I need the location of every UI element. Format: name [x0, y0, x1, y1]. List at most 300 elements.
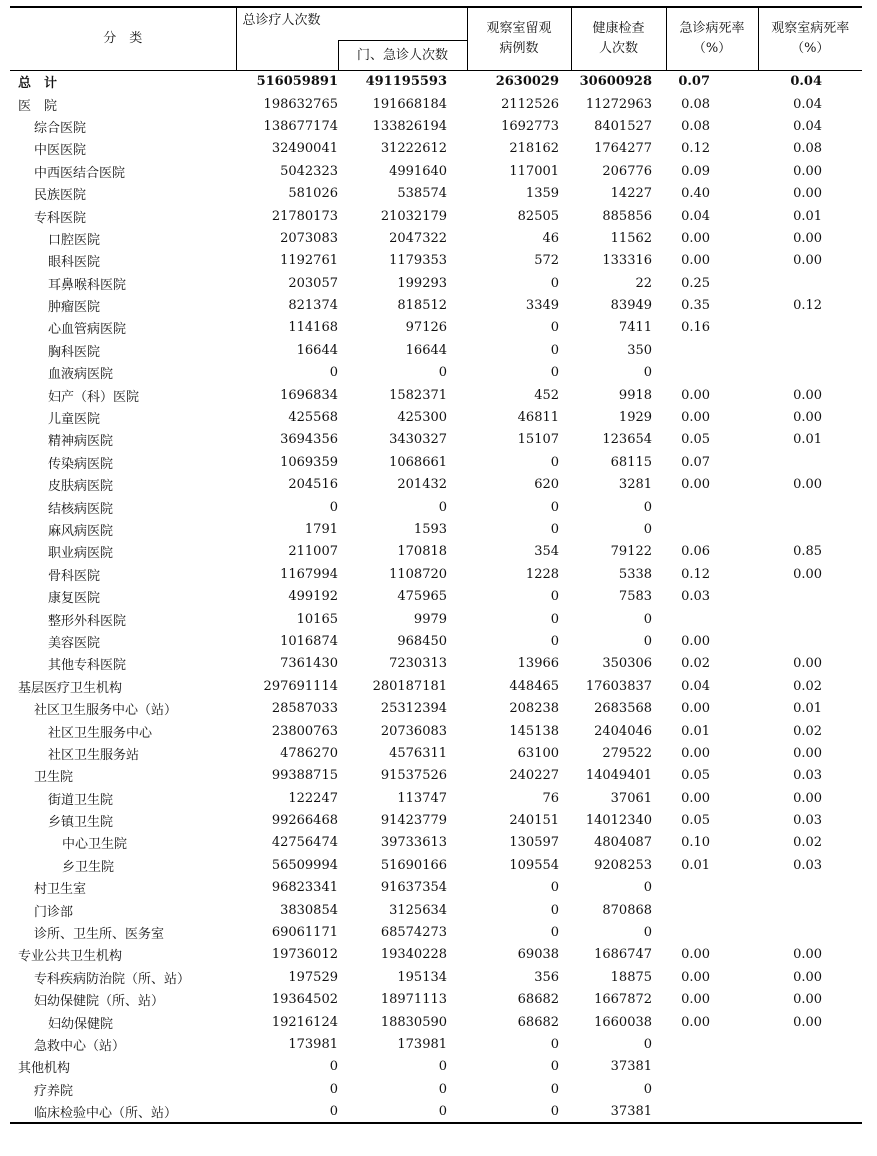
cell-observation-cases: 0	[550, 633, 560, 649]
cell-health-checks: 37061	[610, 790, 653, 806]
cell-observation-death-rate	[758, 921, 862, 943]
cell-health-checks: 83949	[610, 298, 653, 314]
row-label: 传染病医院	[48, 456, 114, 472]
cell-observation-cases: 0	[467, 1100, 571, 1122]
cell-observation-death-rate: 0.00	[793, 969, 823, 985]
cell-total-visits: 297691114	[263, 678, 338, 694]
cell-emergency-death-rate: 0.00	[681, 1014, 711, 1030]
cell-outpatient-visits: 4576311	[389, 745, 448, 761]
cell-observation-cases: 0	[550, 522, 560, 537]
table-row	[10, 362, 862, 384]
cell-emergency-death-rate: 0.00	[681, 230, 711, 246]
cell-total-visits: 138677174	[263, 118, 338, 134]
table-row	[10, 294, 862, 316]
cell-observation-cases: 208238	[509, 701, 560, 717]
cell-observation-cases: 68682	[517, 1014, 560, 1030]
cell-outpatient-visits: 199293	[397, 275, 448, 291]
cell-outpatient-visits: 1108720	[389, 566, 448, 582]
cell-outpatient-visits: 191668184	[372, 96, 448, 112]
cell-emergency-death-rate: 0.05	[681, 768, 711, 784]
cell-outpatient-visits: 173981	[397, 1036, 448, 1052]
cell-observation-death-rate	[758, 899, 862, 921]
cell-outpatient-visits: 18830590	[380, 1014, 448, 1030]
cell-total-visits: 16644	[296, 342, 338, 358]
cell-observation-cases: 448465	[509, 678, 560, 694]
table-row	[10, 653, 862, 675]
cell-observation-cases: 68682	[517, 992, 560, 1008]
table-row	[10, 250, 862, 272]
cell-total-visits: 0	[329, 499, 338, 515]
row-label: 急救中心（站）	[34, 1038, 126, 1054]
cell-outpatient-visits: 9979	[413, 611, 448, 627]
cell-total-visits: 173981	[288, 1036, 338, 1052]
cell-observation-death-rate: 0.00	[793, 656, 823, 672]
row-label: 其他机构	[18, 1061, 71, 1077]
cell-total-visits: 1069359	[280, 454, 338, 470]
cell-observation-death-rate: 0.01	[793, 701, 823, 717]
cell-total-visits: 1016874	[280, 633, 338, 649]
cell-total-visits: 581026	[288, 186, 338, 202]
cell-health-checks: 4804087	[594, 835, 653, 851]
cell-total-visits: 0	[236, 1100, 338, 1122]
cell-health-checks: 37381	[571, 1100, 666, 1122]
cell-health-checks: 9208253	[594, 857, 653, 873]
cell-emergency-death-rate	[666, 1033, 758, 1055]
cell-emergency-death-rate: 0.01	[681, 723, 711, 739]
cell-outpatient-visits: 3125634	[389, 902, 448, 918]
table-row	[10, 518, 862, 540]
cell-emergency-death-rate: 0.12	[681, 566, 711, 582]
cell-observation-death-rate: 0.03	[793, 768, 823, 784]
cell-observation-cases: 69038	[517, 947, 560, 963]
cell-total-visits: 7361430	[280, 656, 338, 672]
table-row	[10, 787, 862, 809]
cell-observation-death-rate	[758, 272, 862, 294]
cell-observation-cases: 0	[550, 880, 560, 896]
cell-observation-cases: 218162	[509, 141, 560, 157]
cell-total-visits: 1696834	[280, 387, 338, 403]
cell-health-checks: 350	[627, 342, 653, 358]
row-label: 耳鼻喉科医院	[48, 277, 127, 293]
row-label: 麻风病医院	[48, 524, 114, 539]
cell-outpatient-visits: 0	[438, 365, 448, 381]
table-row	[10, 832, 862, 854]
table-row	[10, 899, 862, 921]
cell-emergency-death-rate: 0.07	[678, 74, 711, 90]
table-row	[10, 877, 862, 899]
row-label: 专科医院	[34, 210, 87, 226]
cell-health-checks: 2683568	[594, 701, 653, 717]
row-label: 中心卫生院	[62, 837, 128, 853]
cell-outpatient-visits: 201432	[397, 477, 448, 493]
row-label: 乡镇卫生院	[48, 815, 114, 831]
cell-observation-death-rate: 0.04	[793, 96, 823, 112]
cell-observation-death-rate	[758, 585, 862, 607]
cell-observation-cases: 15107	[517, 432, 560, 448]
cell-health-checks: 79122	[610, 544, 653, 560]
cell-observation-death-rate	[758, 608, 862, 630]
row-label: 美容医院	[48, 635, 101, 651]
cell-health-checks: 870868	[602, 902, 653, 918]
cell-outpatient-visits: 968450	[397, 633, 448, 649]
cell-total-visits: 4786270	[280, 745, 338, 761]
cell-total-visits: 204516	[288, 477, 338, 493]
cell-emergency-death-rate: 0.00	[681, 410, 711, 426]
cell-outpatient-visits: 0	[338, 1100, 467, 1122]
cell-health-checks: 8401527	[594, 118, 653, 134]
cell-outpatient-visits: 18971113	[380, 992, 448, 1008]
cell-outpatient-visits: 425300	[397, 410, 448, 426]
table-row	[10, 765, 862, 787]
cell-emergency-death-rate: 0.16	[681, 320, 711, 336]
cell-outpatient-visits: 280187181	[372, 678, 448, 694]
cell-outpatient-visits: 97126	[405, 320, 448, 336]
cell-outpatient-visits: 1179353	[389, 253, 448, 269]
cell-observation-cases: 13966	[517, 656, 560, 672]
cell-outpatient-visits: 491195593	[365, 74, 448, 90]
table-row	[10, 227, 862, 249]
row-label: 精神病医院	[48, 434, 114, 450]
cell-observation-death-rate: 0.01	[793, 208, 823, 224]
cell-total-visits: 198632765	[263, 96, 338, 112]
cell-outpatient-visits: 113747	[397, 790, 448, 806]
header-observation-death-rate: 观察室病死率 （%）	[758, 7, 862, 71]
cell-observation-cases: 46811	[517, 410, 560, 426]
cell-observation-cases: 2112526	[501, 96, 560, 112]
cell-health-checks: 885856	[602, 208, 653, 224]
cell-observation-cases: 240151	[509, 813, 560, 829]
cell-total-visits: 23800763	[271, 723, 338, 739]
cell-observation-death-rate	[758, 1033, 862, 1055]
table-row	[10, 944, 862, 966]
cell-observation-cases: 572	[534, 253, 560, 269]
row-label: 临床检验中心（所、站）	[10, 1100, 236, 1122]
cell-health-checks: 133316	[602, 253, 653, 269]
cell-observation-cases: 109554	[509, 857, 560, 873]
cell-observation-cases: 0	[550, 275, 560, 291]
cell-emergency-death-rate: 0.00	[681, 253, 711, 269]
table-row	[10, 384, 862, 406]
cell-health-checks: 1667872	[594, 992, 653, 1008]
cell-health-checks: 0	[643, 611, 653, 627]
cell-observation-death-rate: 0.01	[793, 432, 823, 448]
cell-observation-cases: 46	[542, 230, 560, 246]
row-label: 综合医院	[34, 120, 87, 136]
row-label: 专业公共卫生机构	[18, 949, 123, 965]
table-row	[10, 474, 862, 496]
cell-emergency-death-rate: 0.00	[681, 477, 711, 493]
cell-total-visits: 2073083	[280, 230, 338, 246]
table-row	[10, 1011, 862, 1033]
table-header	[10, 7, 862, 71]
cell-total-visits: 21780173	[271, 208, 338, 224]
cell-observation-death-rate: 0.00	[793, 230, 823, 246]
cell-total-visits: 69061171	[271, 925, 338, 941]
cell-health-checks: 14049401	[585, 768, 653, 784]
row-label: 妇幼保健院	[48, 1016, 114, 1032]
cell-observation-cases: 0	[550, 925, 560, 941]
cell-health-checks: 279522	[602, 745, 653, 761]
cell-observation-death-rate: 0.00	[793, 566, 823, 582]
row-label: 结核病医院	[48, 501, 114, 517]
cell-health-checks: 37381	[610, 1059, 653, 1075]
cell-observation-cases: 3349	[525, 298, 560, 314]
cell-observation-death-rate: 0.00	[793, 410, 823, 426]
cell-observation-cases: 145138	[509, 723, 560, 739]
cell-observation-cases: 0	[550, 454, 560, 470]
cell-observation-death-rate	[758, 630, 862, 652]
row-label: 疗养院	[34, 1083, 74, 1099]
cell-outpatient-visits: 0	[438, 1059, 448, 1075]
cell-health-checks: 22	[635, 275, 653, 291]
cell-total-visits: 1167994	[280, 566, 338, 582]
row-label: 皮肤病医院	[48, 479, 114, 495]
cell-outpatient-visits: 19340228	[380, 947, 448, 963]
cell-observation-cases: 0	[550, 902, 560, 918]
statistics-table	[10, 6, 862, 1124]
table-row	[10, 115, 862, 137]
cell-emergency-death-rate: 0.08	[681, 118, 711, 134]
cell-observation-cases: 0	[550, 1081, 560, 1097]
row-label: 卫生院	[34, 770, 74, 786]
row-label: 职业病医院	[48, 546, 114, 562]
table-row	[10, 71, 862, 93]
row-label: 中医医院	[34, 143, 87, 159]
cell-total-visits: 516059891	[256, 74, 338, 90]
row-label: 乡卫生院	[62, 859, 115, 875]
cell-observation-cases: 63100	[517, 745, 560, 761]
row-label: 村卫生室	[34, 882, 87, 898]
cell-observation-cases: 2630029	[495, 74, 560, 90]
cell-emergency-death-rate: 0.25	[681, 275, 711, 291]
cell-observation-cases: 452	[534, 387, 560, 403]
cell-total-visits: 0	[329, 365, 338, 381]
cell-outpatient-visits: 16644	[405, 342, 448, 358]
row-label: 妇幼保健院（所、站）	[34, 994, 165, 1010]
cell-emergency-death-rate	[666, 1078, 758, 1100]
cell-outpatient-visits: 170818	[397, 544, 448, 560]
cell-emergency-death-rate: 0.07	[681, 454, 711, 470]
cell-emergency-death-rate	[666, 921, 758, 943]
cell-total-visits: 19364502	[271, 992, 338, 1008]
cell-emergency-death-rate: 0.00	[681, 387, 711, 403]
cell-observation-death-rate	[758, 1100, 862, 1122]
table-row	[10, 317, 862, 339]
cell-health-checks: 123654	[602, 432, 653, 448]
row-label: 口腔医院	[48, 232, 101, 248]
cell-emergency-death-rate: 0.00	[681, 745, 711, 761]
cell-total-visits: 99266468	[271, 813, 338, 829]
cell-health-checks: 0	[643, 1036, 653, 1052]
header-spacer	[236, 41, 338, 71]
row-label: 社区卫生服务中心	[48, 725, 153, 741]
table-row	[10, 93, 862, 115]
cell-total-visits: 19736012	[271, 947, 338, 963]
cell-observation-death-rate	[758, 339, 862, 361]
cell-outpatient-visits: 1582371	[389, 387, 448, 403]
table-row	[10, 138, 862, 160]
table-row	[10, 272, 862, 294]
table-row	[10, 563, 862, 585]
cell-total-visits: 99388715	[271, 768, 338, 784]
cell-emergency-death-rate: 0.09	[681, 163, 711, 179]
table-row	[10, 1100, 862, 1122]
cell-observation-cases: 0	[550, 1036, 560, 1052]
cell-observation-death-rate: 0.02	[793, 835, 823, 851]
row-label: 专科疾病防治院（所、站）	[34, 971, 191, 987]
cell-health-checks: 0	[643, 1081, 653, 1097]
cell-observation-death-rate: 0.02	[793, 678, 823, 694]
cell-health-checks: 2404046	[594, 723, 653, 739]
cell-outpatient-visits: 7230313	[389, 656, 448, 672]
cell-observation-death-rate: 0.00	[793, 477, 823, 493]
cell-observation-cases: 354	[534, 544, 560, 560]
table-row	[10, 160, 862, 182]
cell-observation-cases: 1228	[525, 566, 560, 582]
cell-outpatient-visits: 0	[438, 499, 448, 515]
cell-observation-cases: 0	[550, 342, 560, 358]
cell-health-checks: 30600928	[579, 74, 653, 90]
cell-emergency-death-rate	[666, 496, 758, 518]
row-label: 总 计	[18, 76, 58, 92]
cell-outpatient-visits: 818512	[397, 298, 448, 314]
cell-observation-death-rate: 0.04	[793, 118, 823, 134]
cell-observation-death-rate	[758, 496, 862, 518]
cell-outpatient-visits: 39733613	[380, 835, 448, 851]
cell-emergency-death-rate	[666, 518, 758, 540]
row-label: 诊所、卫生所、医务室	[34, 927, 165, 943]
cell-outpatient-visits: 91423779	[380, 813, 448, 829]
table-row	[10, 451, 862, 473]
cell-total-visits: 821374	[288, 298, 338, 314]
cell-observation-cases: 356	[534, 969, 560, 985]
header-total-visits: 总诊疗人次数	[236, 7, 467, 41]
cell-observation-death-rate: 0.00	[793, 387, 823, 403]
cell-health-checks: 7583	[618, 589, 653, 605]
cell-outpatient-visits: 0	[438, 1081, 448, 1097]
cell-emergency-death-rate: 0.04	[681, 208, 711, 224]
cell-total-visits: 5042323	[280, 163, 338, 179]
cell-observation-death-rate: 0.00	[793, 163, 823, 179]
header-health-checks: 健康检查 人次数	[571, 7, 666, 71]
row-label: 肿瘤医院	[48, 300, 101, 316]
row-label: 社区卫生服务中心（站）	[34, 703, 178, 719]
cell-outpatient-visits: 3430327	[389, 432, 448, 448]
cell-outpatient-visits: 21032179	[380, 208, 448, 224]
cell-outpatient-visits: 31222612	[380, 141, 448, 157]
cell-observation-death-rate	[758, 317, 862, 339]
cell-outpatient-visits: 20736083	[380, 723, 448, 739]
table-row	[10, 182, 862, 204]
cell-total-visits: 3830854	[280, 902, 338, 918]
cell-outpatient-visits: 91637354	[380, 880, 448, 896]
cell-total-visits: 96823341	[271, 880, 338, 896]
cell-total-visits: 1192761	[280, 253, 338, 269]
row-label: 胸科医院	[48, 344, 101, 360]
cell-health-checks: 0	[643, 365, 653, 381]
cell-total-visits: 203057	[288, 275, 338, 291]
cell-observation-death-rate	[758, 1056, 862, 1078]
cell-health-checks: 3281	[618, 477, 653, 493]
cell-outpatient-visits: 475965	[397, 589, 448, 605]
cell-emergency-death-rate: 0.00	[681, 969, 711, 985]
cell-outpatient-visits: 51690166	[380, 857, 448, 873]
cell-observation-cases: 240227	[509, 768, 560, 784]
cell-emergency-death-rate	[666, 608, 758, 630]
header-observation-cases: 观察室留观 病例数	[467, 7, 571, 71]
cell-observation-cases: 130597	[509, 835, 560, 851]
table-row	[10, 496, 862, 518]
cell-outpatient-visits: 68574273	[380, 925, 448, 941]
table-row	[10, 720, 862, 742]
cell-observation-death-rate	[758, 518, 862, 540]
cell-total-visits: 3694356	[280, 432, 338, 448]
cell-total-visits: 42756474	[271, 835, 338, 851]
cell-observation-death-rate: 0.00	[793, 947, 823, 963]
cell-total-visits: 28587033	[271, 701, 338, 717]
cell-observation-death-rate	[758, 1078, 862, 1100]
header-emergency-death-rate: 急诊病死率 （%）	[666, 7, 758, 71]
cell-outpatient-visits: 133826194	[372, 118, 448, 134]
table-row	[10, 675, 862, 697]
cell-total-visits: 0	[329, 1081, 338, 1097]
cell-observation-death-rate: 0.85	[793, 544, 823, 560]
cell-outpatient-visits: 538574	[397, 186, 448, 202]
cell-observation-cases: 0	[550, 589, 560, 605]
cell-observation-death-rate: 0.08	[793, 141, 823, 157]
cell-outpatient-visits: 2047322	[389, 230, 448, 246]
row-label: 中西医结合医院	[34, 165, 126, 181]
cell-emergency-death-rate: 0.02	[681, 656, 711, 672]
cell-emergency-death-rate	[666, 362, 758, 384]
cell-outpatient-visits: 91537526	[380, 768, 448, 784]
cell-observation-death-rate: 0.00	[793, 253, 823, 269]
cell-emergency-death-rate: 0.03	[681, 589, 711, 605]
cell-observation-cases: 0	[550, 365, 560, 381]
row-label: 基层医疗卫生机构	[18, 680, 123, 696]
cell-total-visits: 499192	[288, 589, 338, 605]
row-label: 门诊部	[34, 904, 74, 920]
row-label: 骨科医院	[48, 568, 101, 584]
cell-observation-cases: 620	[534, 477, 560, 493]
table-row	[10, 429, 862, 451]
cell-emergency-death-rate: 0.06	[681, 544, 711, 560]
cell-emergency-death-rate: 0.35	[681, 298, 711, 314]
table-row	[10, 406, 862, 428]
table-row	[10, 585, 862, 607]
cell-emergency-death-rate: 0.04	[681, 678, 711, 694]
cell-health-checks: 206776	[602, 163, 653, 179]
cell-emergency-death-rate	[666, 339, 758, 361]
cell-total-visits: 425568	[288, 410, 338, 426]
cell-total-visits: 0	[329, 1059, 338, 1075]
row-label: 医 院	[18, 98, 58, 114]
cell-emergency-death-rate: 0.00	[681, 701, 711, 717]
cell-health-checks: 68115	[610, 454, 653, 470]
cell-health-checks: 14012340	[585, 813, 653, 829]
cell-health-checks: 0	[643, 880, 653, 896]
cell-total-visits: 19216124	[271, 1014, 338, 1030]
row-label: 心血管病医院	[48, 322, 127, 338]
table-row	[10, 742, 862, 764]
row-label: 康复医院	[48, 591, 101, 607]
cell-health-checks: 0	[643, 633, 653, 649]
table-row	[10, 1056, 862, 1078]
table-row	[10, 339, 862, 361]
header-outpatient-emergency: 门、急诊人次数	[338, 41, 467, 71]
cell-emergency-death-rate: 0.00	[681, 992, 711, 1008]
row-label: 民族医院	[34, 188, 87, 204]
